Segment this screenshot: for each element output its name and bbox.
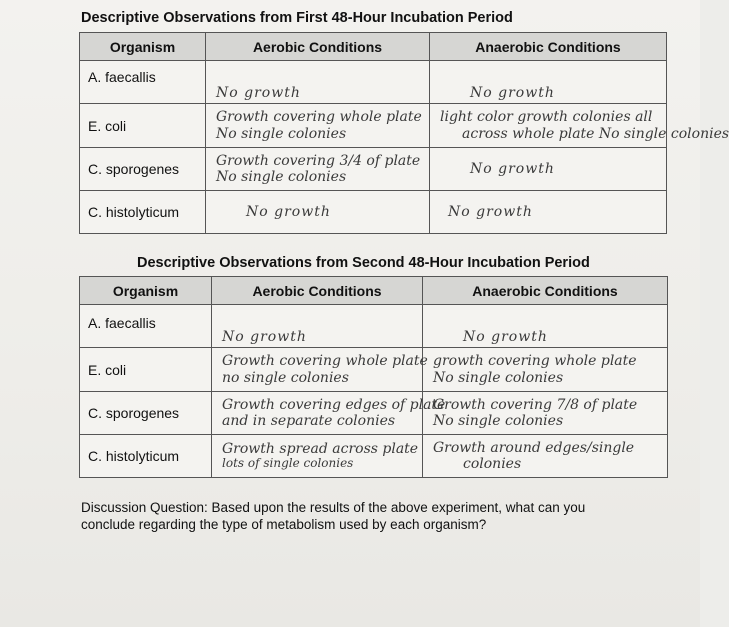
observation-text: No growth — [463, 328, 548, 345]
observation-text: and in separate colonies — [222, 413, 396, 429]
organism-cell: A. faecallis — [80, 305, 212, 348]
observation-text: Growth covering 7/8 of plate — [433, 396, 638, 413]
observation-text: Growth around edges/single — [433, 439, 635, 456]
anaerobic-cell — [423, 348, 668, 392]
table-row — [80, 191, 667, 234]
organism-cell: E. coli — [80, 348, 212, 392]
table2-header-organism: Organism — [80, 277, 212, 305]
observation-text: growth covering whole plate — [433, 353, 637, 370]
observation-text: No single colonies — [433, 413, 564, 429]
observation-text: no single colonies — [222, 369, 349, 386]
anaerobic-cell — [430, 148, 667, 191]
observation-text: No single colonies — [216, 169, 347, 185]
table-row — [80, 305, 668, 348]
aerobic-cell — [206, 148, 430, 191]
observation-text: colonies — [463, 456, 522, 472]
table-row — [80, 61, 667, 104]
table-row — [80, 104, 667, 148]
aerobic-cell — [206, 191, 430, 234]
aerobic-cell — [212, 435, 423, 478]
anaerobic-cell — [423, 392, 668, 435]
table2-title: Descriptive Observations from Second 48-Hour Incubation Period — [137, 255, 590, 271]
organism-cell: C. histolyticum — [80, 435, 212, 478]
aerobic-cell — [212, 305, 423, 348]
observation-text: No growth — [216, 84, 301, 101]
table1-title: Descriptive Observations from First 48-Hour Incubation Period — [81, 10, 513, 26]
anaerobic-cell — [430, 61, 667, 104]
organism-cell: C. sporogenes — [80, 148, 206, 191]
observation-text: No growth — [470, 84, 555, 101]
observation-text: Growth covering whole plate — [216, 109, 422, 126]
aerobic-cell — [206, 61, 430, 104]
observation-text: Growth spread across plate — [222, 441, 419, 458]
anaerobic-cell — [430, 191, 667, 234]
observation-text: No single colonies — [433, 369, 564, 386]
discussion-question: Discussion Question: Based upon the results of the above experiment, what can you conclude regarding the type of metabolism used by each organism? — [81, 500, 586, 532]
table-row — [80, 348, 668, 392]
anaerobic-cell — [423, 305, 668, 348]
organism-cell: E. coli — [80, 104, 206, 148]
organism-cell: C. histolyticum — [80, 191, 206, 234]
organism-cell: C. sporogenes — [80, 392, 212, 435]
table-row — [80, 435, 668, 478]
table-row — [80, 392, 668, 435]
table1-header-aerobic: Aerobic Conditions — [206, 33, 430, 61]
observation-text: No growth — [246, 203, 331, 220]
observation-text: Growth covering edges of plate — [222, 396, 446, 413]
observation-text: across whole plate No single colonies — [462, 125, 729, 142]
observation-text: No growth — [470, 160, 555, 177]
organism-cell: A. faecallis — [80, 61, 206, 104]
anaerobic-cell — [430, 104, 729, 148]
table1 — [79, 32, 729, 234]
aerobic-cell — [212, 348, 428, 392]
table2-header-aerobic: Aerobic Conditions — [212, 277, 423, 305]
anaerobic-cell — [423, 435, 668, 478]
table1-header-organism: Organism — [80, 33, 206, 61]
observation-text: light color growth colonies all — [440, 109, 653, 126]
table2-header-row — [80, 277, 668, 305]
observation-text: Growth covering whole plate — [222, 353, 428, 370]
table1-header-row — [80, 33, 667, 61]
table2-header-anaerobic: Anaerobic Conditions — [423, 277, 668, 305]
observation-text: No growth — [448, 203, 533, 220]
observation-text: lots of single colonies — [222, 456, 354, 471]
observation-text: No single colonies — [216, 125, 347, 142]
observation-text: Growth covering 3/4 of plate — [216, 152, 421, 169]
observation-text: No growth — [222, 328, 307, 345]
table2 — [79, 276, 668, 478]
aerobic-cell — [212, 392, 446, 435]
table1-header-anaerobic: Anaerobic Conditions — [430, 33, 667, 61]
aerobic-cell — [206, 104, 430, 148]
table-row — [80, 148, 667, 191]
